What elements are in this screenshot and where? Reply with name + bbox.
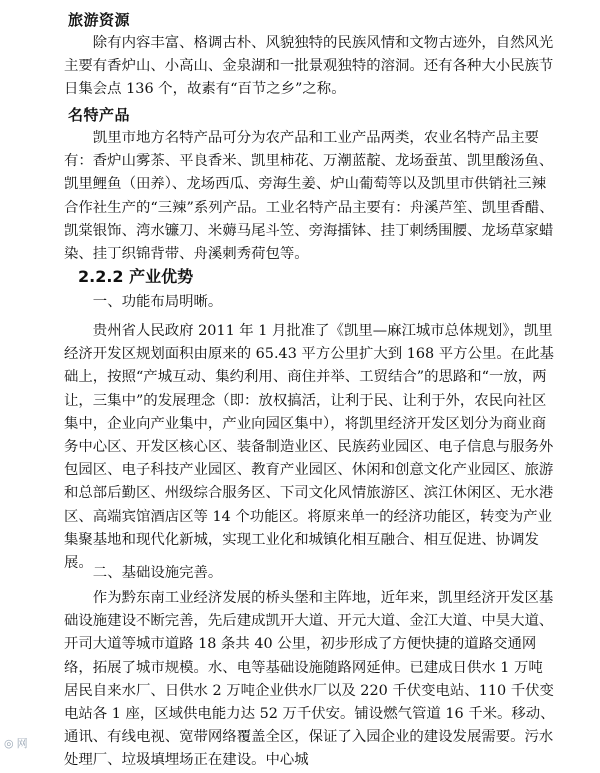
paragraph-layout: 贵州省人民政府 2011 年 1 月批准了《凯里—麻江城市总体规划》，凯里经济开发区规划面积由原来的 65.43 平方公里扩大到 168 平方公里。在此基础上，按照“产城互动、集约利用、商住并举、工贸结合”的思路和“一放，两让，三集中”的发展理念（即：放权搞活，让利于民、让利于外，农民向社区集中，企业向产业集中，产业向园区集中），将凯里经济开发区划分为商业商务中心区、开发区核心区、装备制造业区、民族药业园区、电子信息与服务外包园区、电子科技产业园区、教育产业园区、休闲和创意文化产业园区、旅游和总部后勤区、州级综合服务区、下司文化风情旅游区、滨江休闲区、无水港区、高端宾馆酒店区等 14 个功能区。将原来单一的经济功能区，转变为产业集聚基地和现代化新城，实现工业化和城镇化相互融合、相互促进、协调发展。: [64, 323, 554, 572]
heading-products: 名特产品: [68, 106, 131, 124]
watermark-logo-icon: ◎: [4, 737, 14, 750]
watermark-text: 网: [16, 737, 28, 750]
watermark: [4, 735, 28, 751]
paragraph-products: 凯里市地方名特产品可分为农产品和工业产品两类，农业名特产品主要有：香炉山雾茶、平良香米、凯里柿花、万潮蓝靛、龙场蚕茧、凯里酸汤鱼、凯里鲤鱼（田养）、龙场西瓜、旁海生姜、炉山葡萄等以及凯里市供销社三辣合作社生产的“三辣”系列产品。工业名特产品主要有：舟溪芦笙、凯里香醋、凯棠银饰、湾水镰刀、米薅马尾斗笠、旁海擂钵、挂丁刺绣围腰、龙场草家蜡染、挂丁织锦背带、舟溪刺秀荷包等。: [64, 130, 554, 263]
paragraph-infrastructure: 作为黔东南工业经济发展的桥头堡和主阵地，近年来，凯里经济开发区基础设施建设不断完善，先后建成凯开大道、开元大道、金江大道、中昊大道、开司大道等城市道路 18 条共 40 公里，初步形成了方便快捷的道路交通网络，拓展了城市规模。水、电等基础设施随路网延伸。已建成日供水 1 万吨居民自来水厂、日供水 2 万吨企业供水厂以及 220 千伏变电站、110 千伏变电站各 1 座，区域供电能力达 52 万千伏安。铺设燃气管道 16 千米。移动、通讯、有线电视、宽带网络覆盖全区，保证了入园企业的建设发展需要。污水处理厂、垃圾填埋场正在建设。中心城: [64, 590, 555, 769]
heading-tourism: 旅游资源: [68, 11, 131, 29]
paragraph-tourism: 除有内容丰富、格调古朴、风貌独特的民族风情和文物古迹外，自然风光主要有香炉山、小高山、金泉湖和一批景观独特的溶洞。还有各种大小民族节日集会点 136 个，故素有“百节之乡”之称。: [64, 35, 554, 98]
section-title-industry-advantage: 2.2.2 产业优势: [78, 267, 194, 286]
subheading-infrastructure: 二、基础设施完善。: [92, 565, 223, 581]
subheading-layout: 一、功能布局明晰。: [92, 294, 223, 310]
